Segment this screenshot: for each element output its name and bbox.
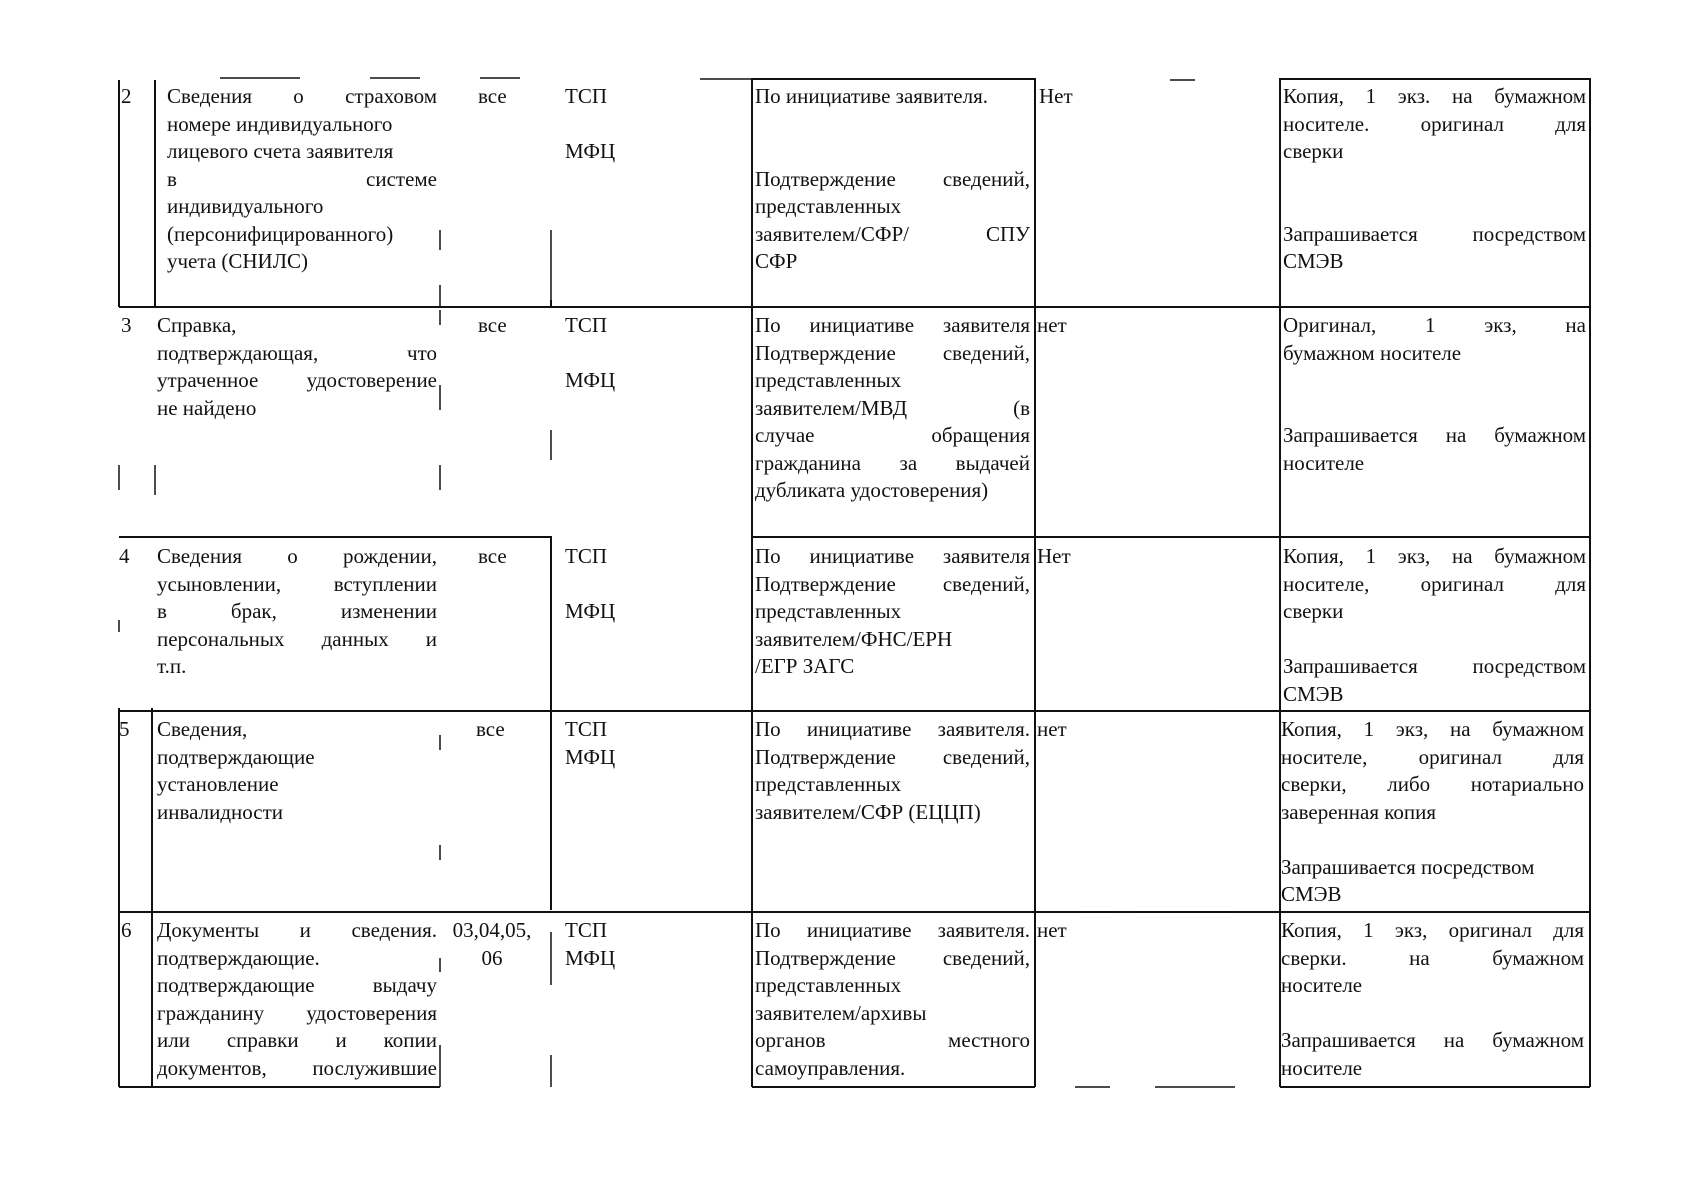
- row-number: 3: [121, 313, 132, 337]
- row-number: 4: [119, 544, 130, 568]
- interagency-flag: нет: [1037, 717, 1067, 741]
- submission-form: Копия, 1 экз, на бумажном носителе, оригинал для сверки Запрашивается посредством СМЭВ: [1283, 544, 1586, 706]
- submission-place: ТСП МФЦ: [565, 918, 616, 970]
- document-source: По инициативе заявителя. Подтверждение сведений, представленных заявителем/архивы органов местного самоуправления.: [755, 918, 1030, 1080]
- document-name: Сведения о страховом номере индивидуального лицевого счета заявителя в системе индивидуального (персонифицированного) учета (СНИЛС): [167, 84, 437, 273]
- document-source: По инициативе заявителя. Подтверждение сведений, представленных заявителем/СФР (ЕЦЦП): [755, 717, 1030, 824]
- applicant-category: все: [476, 717, 505, 741]
- submission-form: Копия, 1 экз, на бумажном носителе, оригинал для сверки, либо нотариально заверенная копия Запрашивается посредством СМЭВ: [1281, 717, 1584, 906]
- submission-place: ТСП МФЦ: [565, 544, 616, 623]
- applicant-category: 03,04,05, 06: [452, 918, 532, 970]
- document-name: Справка, подтверждающая, что утраченное удостоверение не найдено: [157, 313, 437, 420]
- row-number: 6: [121, 918, 132, 942]
- submission-form: Оригинал, 1 экз, на бумажном носителе Запрашивается на бумажном носителе: [1283, 313, 1586, 475]
- applicant-category: все: [478, 84, 507, 108]
- interagency-flag: нет: [1037, 313, 1067, 337]
- submission-place: ТСП МФЦ: [565, 84, 616, 163]
- applicant-category: все: [478, 544, 507, 568]
- document-name: Документы и сведения. подтверждающие. подтверждающие выдачу гражданину удостоверения или справки и копии документов, послужившие: [157, 918, 437, 1080]
- interagency-flag: Нет: [1039, 84, 1073, 108]
- interagency-flag: Нет: [1037, 544, 1071, 568]
- applicant-category: все: [478, 313, 507, 337]
- row-number: 5: [119, 717, 130, 741]
- submission-place: ТСП МФЦ: [565, 717, 616, 769]
- submission-place: ТСП МФЦ: [565, 313, 616, 392]
- interagency-flag: нет: [1037, 918, 1067, 942]
- document-source: По инициативе заявителя Подтверждение сведений, представленных заявителем/МВД (в случае обращения гражданина за выдачей дубликата удостоверения): [755, 313, 1030, 502]
- document-name: Сведения, подтверждающие установление инвалидности: [157, 717, 315, 824]
- row-number: 2: [121, 84, 132, 108]
- document-source: По инициативе заявителя Подтверждение сведений, представленных заявителем/ФНС/ЕРН /ЕГР ЗАГС: [755, 544, 1030, 678]
- submission-form: Копия, 1 экз. на бумажном носителе. оригинал для сверки Запрашивается посредством СМЭВ: [1283, 84, 1586, 273]
- submission-form: Копия, 1 экз, оригинал для сверки. на бумажном носителе Запрашивается на бумажном носителе: [1281, 918, 1584, 1080]
- document-name: Сведения о рождении, усыновлении, вступлении в брак, изменении персональных данных и т.п.: [157, 544, 437, 678]
- document-source: По инициативе заявителя. Подтверждение сведений, представленных заявителем/СФР/ СПУ СФР: [755, 84, 1030, 273]
